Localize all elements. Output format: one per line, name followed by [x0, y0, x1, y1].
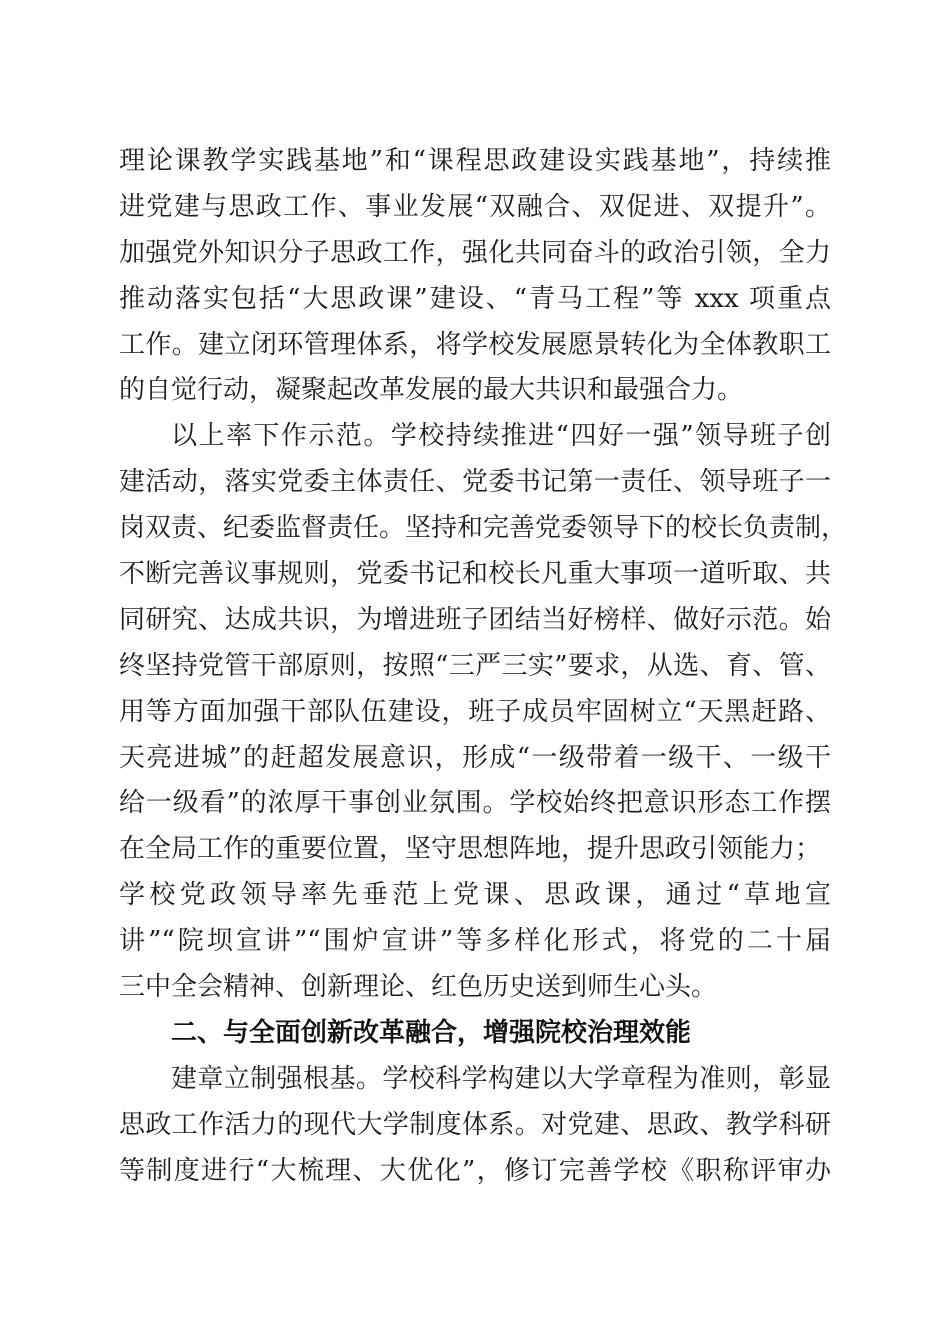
- text-line: 岗双责、纪委监督责任。坚持和完善党委领导下的校长负责制，: [119, 513, 848, 544]
- text-line: 在全局工作的重要位置，坚守思想阵地，提升思政引领能力；: [119, 834, 822, 865]
- section-heading: [119, 1011, 831, 1057]
- text-line: 建活动，落实党委主体责任、党委书记第一责任、领导班子一: [119, 467, 831, 498]
- text-line: 同研究、达成共识，为增进班子团结当好榜样、做好示范。始: [119, 604, 831, 635]
- text-line: 建章立制强根基。学校科学构建以大学章程为准则，彰显: [171, 1063, 831, 1094]
- text-line: 不断完善议事规则，党委书记和校长凡重大事项一道听取、共: [119, 559, 831, 590]
- text-line: 工作。建立闭环管理体系，将学校发展愿景转化为全体教职工: [119, 329, 831, 360]
- text-line: 加强党外知识分子思政工作，强化共同奋斗的政治引领，全力: [119, 237, 831, 268]
- text-line: 思政工作活力的现代大学制度体系。对党建、思政、教学科研: [119, 1109, 831, 1140]
- paragraph-3: [119, 1057, 831, 1195]
- text-line: 终坚持党管干部原则，按照“三严三实”要求，从选、育、管、: [119, 650, 831, 681]
- paragraph-2: [119, 414, 848, 1011]
- text-line: 的自觉行动，凝聚起改革发展的最大共识和最强合力。: [119, 375, 744, 406]
- text-line: 以上率下作示范。学校持续推进“四好一强”领导班子创: [171, 421, 831, 452]
- paragraph-1: [119, 139, 831, 414]
- text-line: 讲”“院坝宣讲”“围炉宣讲”等多样化形式，将党的二十届: [119, 926, 831, 957]
- text-line: 进党建与思政工作、事业发展“双融合、双促进、双提升”。: [119, 191, 831, 222]
- text-line: 用等方面加强干部队伍建设，班子成员牢固树立“天黑赶路、: [119, 696, 831, 727]
- text-line: 给一级看”的浓厚干事创业氛围。学校始终把意识形态工作摆: [119, 788, 831, 819]
- text-line: 理论课教学实践基地”和“课程思政建设实践基地”，持续推: [119, 146, 831, 176]
- text-line: 天亮进城”的赶超发展意识，形成“一级带着一级干、一级干: [119, 742, 831, 773]
- heading-text: 二、与全面创新改革融合，增强院校治理效能: [171, 1017, 692, 1048]
- text-line: 推动落实包括“大思政课”建设、“青马工程”等 xxx 项重点: [119, 283, 831, 314]
- text-line: 学校党政领导率先垂范上党课、思政课，通过“草地宣: [119, 880, 831, 911]
- text-line: 三中全会精神、创新理论、红色历史送到师生心头。: [119, 972, 718, 1003]
- text-line: 等制度进行“大梳理、大优化”，修订完善学校《职称评审办: [119, 1155, 831, 1186]
- document-body: [119, 139, 848, 1194]
